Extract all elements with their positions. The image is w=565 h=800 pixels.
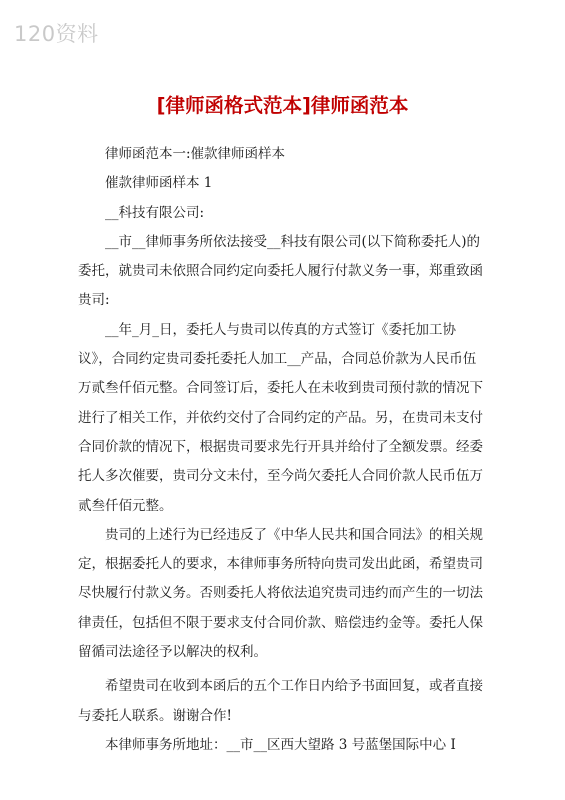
paragraph-facts: __年_月_日，委托人与贵司以传真的方式签订《委托加工协议》，合同约定贵司委托委托人加工__产品，合同总价款为人民币伍万贰叁仟佰元整。合同签订后，委托人在未收到贵司预付款的情况下进行了相关工作，并依约交付了合同约定的产品。另，在贵司未支付合同价款的情况下，根据贵司要求先行开具并给付了全额发票。经委托人多次催要，贵司分文未付，至今尚欠委托人合同价款人民币伍万贰叁仟佰元整。 xyxy=(78,321,483,514)
paragraph-heading: 律师函范本一:催款律师函样本 xyxy=(105,146,286,162)
watermark: 120资料 xyxy=(14,22,99,46)
document-title: [律师函格式范本]律师函范本 xyxy=(156,94,409,117)
paragraph-intro: __市__律师事务所依法接受__科技有限公司(以下简称委托人)的委托，就贵司未依照合同约定向委托人履行付款义务一事，郑重致函贵司: xyxy=(78,233,483,309)
paragraph-address: 本律师事务所地址：__市__区西大望路 3 号蓝堡国际中心 I xyxy=(105,736,456,753)
paragraph-legal-basis: 贵司的上述行为已经违反了《中华人民共和国合同法》的相关规定，根据委托人的要求，本律师事务所特向贵司发出此函，希望贵司尽快履行付款义务。否则委托人将依法追究贵司违约而产生的一切法律责任，包括但不限于要求支付合同价款、赔偿违约金等。委托人保留循司法途径予以解决的权利。 xyxy=(78,526,483,661)
paragraph-addressee: __科技有限公司: xyxy=(105,204,205,221)
document-body xyxy=(78,140,488,760)
paragraph-closing: 希望贵司在收到本函后的五个工作日内给予书面回复，或者直接与委托人联系。谢谢合作! xyxy=(78,678,483,724)
paragraph-subheading: 催款律师函样本 1 xyxy=(105,175,213,192)
